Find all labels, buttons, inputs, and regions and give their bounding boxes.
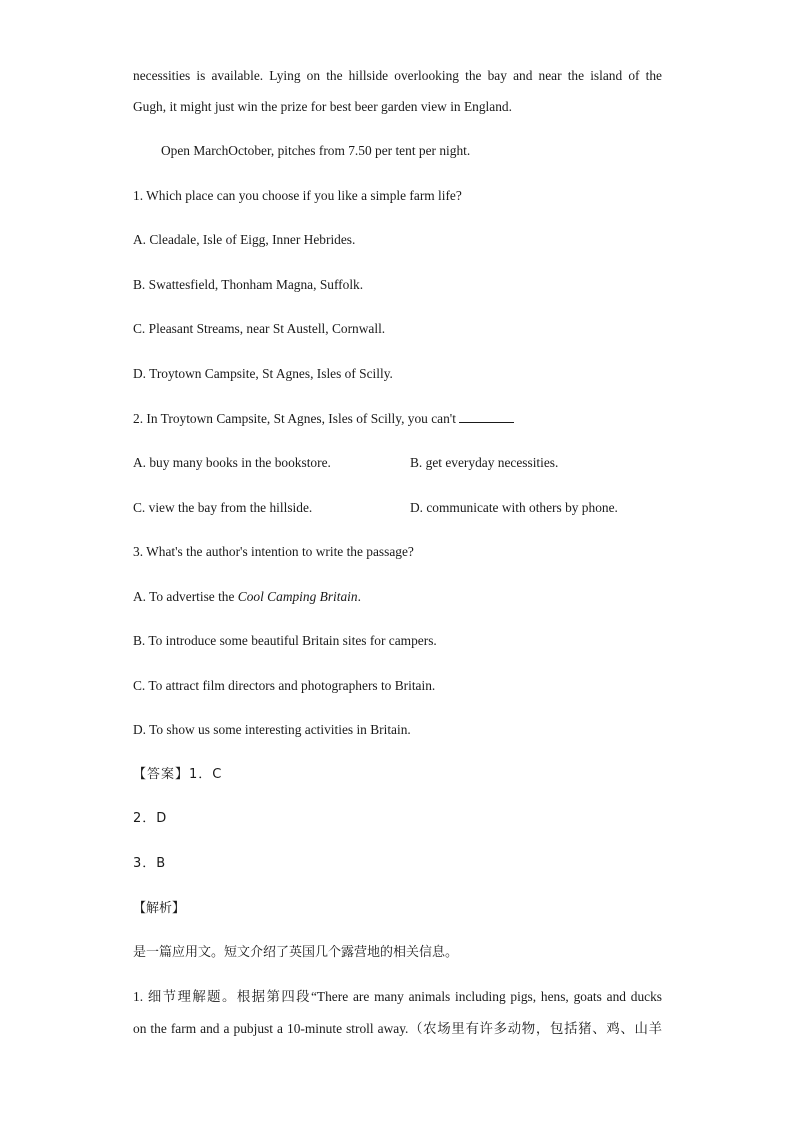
option-a-suffix: . — [357, 589, 361, 604]
book-title: Cool Camping Britain — [237, 589, 358, 604]
question-1-option-d: D. Troytown Campsite, St Agnes, Isles of Scilly. — [133, 366, 393, 381]
answer-2: 2．D — [133, 811, 168, 826]
question-1-stem: 1. Which place can you choose if you like a simple farm life? — [133, 188, 462, 203]
question-3-option-c: C. To attract film directors and photographers to Britain. — [133, 678, 436, 693]
question-2-option-d: D. communicate with others by phone. — [410, 500, 618, 515]
analysis-heading: 【解析】 — [133, 901, 186, 916]
question-2-option-b: B. get everyday necessities. — [410, 455, 559, 470]
analysis-intro: 是一篇应用文。短文介绍了英国几个露营地的相关信息。 — [133, 945, 459, 960]
passage-line-1: necessities is available. Lying on the hillside overlooking the bay and near the island of the — [133, 68, 662, 83]
option-a-prefix: A. To advertise the — [133, 589, 238, 604]
question-2-option-c: C. view the bay from the hillside. — [133, 500, 313, 515]
question-3-option-b: B. To introduce some beautiful Britain sites for campers. — [133, 633, 437, 648]
question-2-option-a: A. buy many books in the bookstore. — [133, 455, 331, 470]
open-info: Open MarchOctober, pitches from 7.50 per tent per night. — [161, 143, 471, 158]
analysis-paragraph-line-1: 1. 细节理解题。根据第四段“There are many animals including pigs, hens, goats and ducks — [133, 989, 662, 1004]
passage-line-2: Gugh, it might just win the prize for best beer garden view in England. — [133, 99, 512, 114]
question-2-stem-row — [133, 410, 514, 428]
question-1-option-a: A. Cleadale, Isle of Eigg, Inner Hebrides. — [133, 232, 356, 247]
question-1-option-c: C. Pleasant Streams, near St Austell, Cornwall. — [133, 321, 386, 336]
answer-blank — [459, 410, 514, 423]
question-3-option-d: D. To show us some interesting activities in Britain. — [133, 722, 411, 737]
question-3-stem: 3. What's the author's intention to write the passage? — [133, 544, 414, 559]
question-1-option-b: B. Swattesfield, Thonham Magna, Suffolk. — [133, 277, 364, 292]
question-2-stem: 2. In Troytown Campsite, St Agnes, Isles of Scilly, you can't — [133, 411, 456, 426]
question-3-option-a — [133, 588, 361, 606]
answer-1: 【答案】1．C — [133, 767, 223, 782]
analysis-paragraph-line-2: on the farm and a pubjust a 10-minute stroll away.（农场里有许多动物，包括猪、鸡、山羊 — [133, 1021, 662, 1036]
answer-3: 3．B — [133, 856, 167, 871]
